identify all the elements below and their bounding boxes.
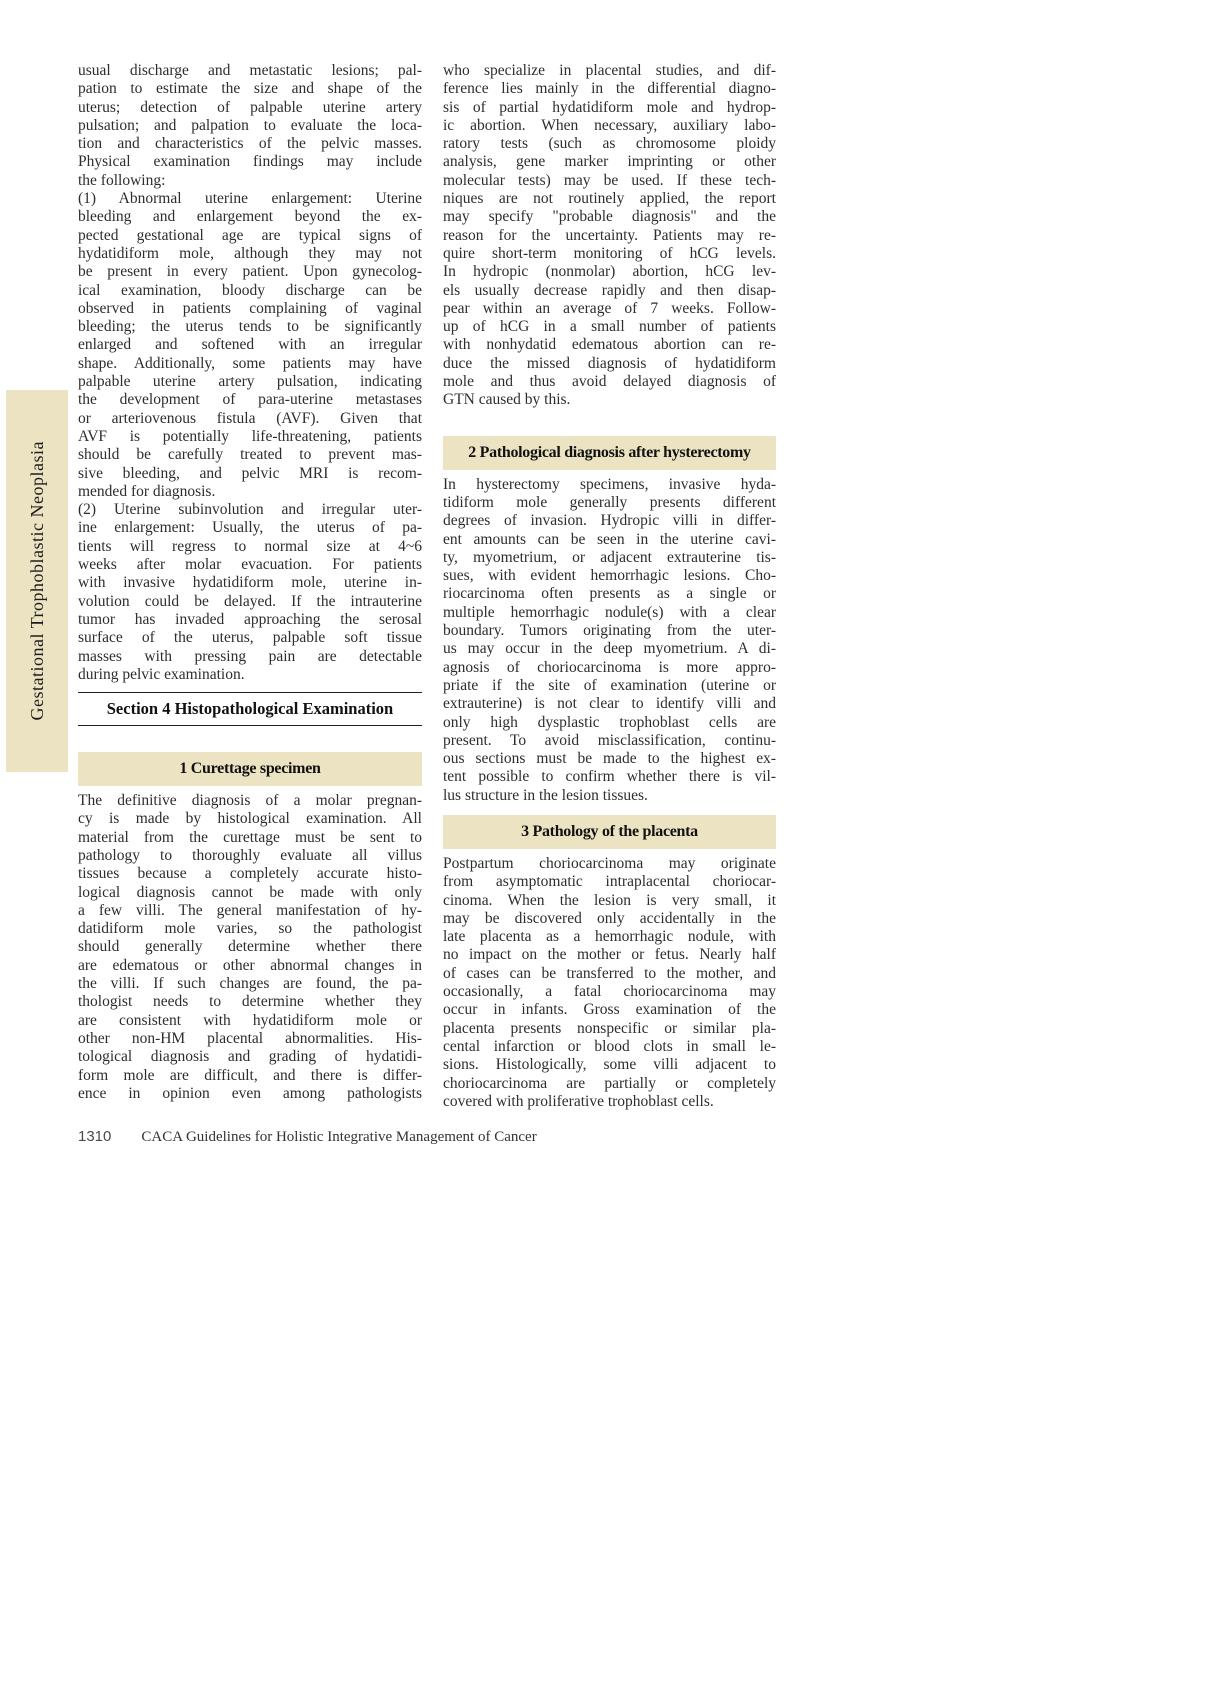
text-line: up of hCG in a small number of patients <box>443 318 776 336</box>
text-column-right <box>443 62 776 1111</box>
text-line: no impact on the mother or fetus. Nearly half <box>443 946 776 964</box>
text-line: shape. Additionally, some patients may have <box>78 354 422 372</box>
text-line: multiple hemorrhagic nodule(s) with a clear <box>443 603 776 621</box>
text-line: In hydropic (nonmolar) abortion, hCG lev- <box>443 263 776 281</box>
text-line: tent possible to confirm whether there is vil- <box>443 768 776 786</box>
text-line: reason for the uncertainty. Patients may re- <box>443 226 776 244</box>
text-line: degrees of invasion. Hydropic villi in differ- <box>443 512 776 530</box>
text-line: form mole are difficult, and there is differ- <box>78 1066 422 1084</box>
text-line: agnosis of choriocarcinoma is more appro- <box>443 658 776 676</box>
text-line: pected gestational age are typical signs of <box>78 226 422 244</box>
text-line: ty, myometrium, or adjacent extrauterine tis- <box>443 548 776 566</box>
chapter-tab-label: Gestational Trophoblastic Neoplasia <box>26 441 47 721</box>
chapter-tab <box>6 390 68 772</box>
subsection-heading: 1 Curettage specimen <box>78 752 422 786</box>
text-line: covered with proliferative trophoblast cells. <box>443 1092 714 1110</box>
text-line: should be carefully treated to prevent mas- <box>78 446 422 464</box>
page-footer <box>78 1128 537 1146</box>
text-line: cinoma. When the lesion is very small, it <box>443 891 776 909</box>
text-line: tion and characteristics of the pelvic masses. <box>78 135 422 153</box>
text-line: placenta presents nonspecific or similar pla- <box>443 1019 776 1037</box>
text-line: sive bleeding, and pelvic MRI is recom- <box>78 464 422 482</box>
text-line: with nonhydatid edematous abortion can re- <box>443 336 776 354</box>
text-line: (1) Abnormal uterine enlargement: Uterine <box>78 190 422 208</box>
text-line: of cases can be transferred to the mother, and <box>443 964 776 982</box>
text-line: masses with pressing pain are detectable <box>78 647 422 665</box>
text-line: may be discovered only accidentally in the <box>443 909 776 927</box>
text-line: GTN caused by this. <box>443 391 571 409</box>
text-line: sions. Histologically, some villi adjacent to <box>443 1056 776 1074</box>
text-line: may specify "probable diagnosis" and the <box>443 208 776 226</box>
text-line: observed in patients complaining of vaginal <box>78 299 422 317</box>
text-line: bleeding and enlargement beyond the ex- <box>78 208 422 226</box>
text-line: occur in infants. Gross examination of the <box>443 1001 776 1019</box>
text-line: choriocarcinoma are partially or completely <box>443 1074 776 1092</box>
text-line: present. To avoid misclassification, continu- <box>443 731 776 749</box>
text-column-left <box>78 62 422 1103</box>
text-line: the villi. If such changes are found, the pa- <box>78 975 422 993</box>
text-line: ic abortion. When necessary, auxiliary labo- <box>443 116 776 134</box>
page-number: 1310 <box>78 1128 112 1145</box>
text-line: tumor has invaded approaching the serosal <box>78 610 422 628</box>
footer-journal-title: CACA Guidelines for Holistic Integrative Management of Cancer <box>141 1129 537 1145</box>
text-line: Physical examination findings may include <box>78 153 422 171</box>
text-line: quire short-term monitoring of hCG levels. <box>443 244 776 262</box>
text-line: extrauterine) is not clear to identify villi and <box>443 695 776 713</box>
text-line: tological diagnosis and grading of hydatidi- <box>78 1048 422 1066</box>
text-line: palpable uterine artery pulsation, indicating <box>78 373 422 391</box>
text-line: should generally determine whether there <box>78 938 422 956</box>
text-line: hydatidiform mole, although they may not <box>78 244 422 262</box>
text-line: pear within an average of 7 weeks. Follow- <box>443 299 776 317</box>
text-line: els usually decrease rapidly and then disap- <box>443 281 776 299</box>
text-line: cental infarction or blood clots in small le- <box>443 1037 776 1055</box>
text-line: duce the missed diagnosis of hydatidiform <box>443 354 776 372</box>
text-line: the development of para-uterine metastases <box>78 391 422 409</box>
text-line: logical diagnosis cannot be made with only <box>78 883 422 901</box>
text-line: the following: <box>78 171 166 189</box>
text-line: surface of the uterus, palpable soft tissue <box>78 629 422 647</box>
paragraph <box>443 476 776 805</box>
paragraph <box>443 62 776 410</box>
subsection-heading: 3 Pathology of the placenta <box>443 815 776 849</box>
text-line: pulsation; and palpation to evaluate the loca- <box>78 116 422 134</box>
text-line: In hysterectomy specimens, invasive hyda- <box>443 475 776 493</box>
text-line: The definitive diagnosis of a molar pregnan- <box>78 792 422 810</box>
text-line: sis of partial hydatidiform mole and hydrop- <box>443 98 776 116</box>
text-line: who specialize in placental studies, and dif- <box>443 62 776 79</box>
text-line: ence in opinion even among pathologists <box>78 1084 422 1102</box>
text-line: only high dysplastic trophoblast cells are <box>443 713 776 731</box>
text-line: are edematous or other abnormal changes in <box>78 956 422 974</box>
text-line: priate if the site of examination (uterine or <box>443 676 776 694</box>
text-line: analysis, gene marker imprinting or other <box>443 153 776 171</box>
text-line: volution could be delayed. If the intrauterine <box>78 592 422 610</box>
text-line: or arteriovenous fistula (AVF). Given that <box>78 409 422 427</box>
text-line: datidiform mole varies, so the pathologist <box>78 920 422 938</box>
text-line: usual discharge and metastatic lesions; pal- <box>78 62 422 79</box>
text-line: mended for diagnosis. <box>78 482 216 500</box>
paragraph <box>78 62 422 684</box>
text-line: cy is made by histological examination. All <box>78 810 422 828</box>
text-line: tissues because a completely accurate histo- <box>78 865 422 883</box>
text-line: bleeding; the uterus tends to be significantly <box>78 318 422 336</box>
text-line: ous sections must be made to the highest ex- <box>443 750 776 768</box>
text-line: late placenta as a hemorrhagic nodule, with <box>443 928 776 946</box>
text-line: a few villi. The general manifestation of hy- <box>78 901 422 919</box>
text-line: lus structure in the lesion tissues. <box>443 786 648 804</box>
text-line: riocarcinoma often presents as a single or <box>443 585 776 603</box>
text-line: us may occur in the deep myometrium. A di- <box>443 640 776 658</box>
text-line: niques are not routinely applied, the report <box>443 190 776 208</box>
text-line: ine enlargement: Usually, the uterus of pa- <box>78 519 422 537</box>
text-line: mole and thus avoid delayed diagnosis of <box>443 373 776 391</box>
text-line: pation to estimate the size and shape of the <box>78 80 422 98</box>
text-line: material from the curettage must be sent to <box>78 828 422 846</box>
subsection-heading: 2 Pathological diagnosis after hysterectomy <box>443 436 776 470</box>
text-line: ent amounts can be seen in the uterine cavi- <box>443 530 776 548</box>
text-line: with invasive hydatidiform mole, uterine in- <box>78 574 422 592</box>
text-line: pathology to thoroughly evaluate all villus <box>78 846 422 864</box>
text-line: molecular tests) may be used. If these tech- <box>443 171 776 189</box>
text-line: occasionally, a fatal choriocarcinoma may <box>443 983 776 1001</box>
text-line: ference lies mainly in the differential diagno- <box>443 80 776 98</box>
text-line: weeks after molar evacuation. For patients <box>78 556 422 574</box>
paragraph <box>443 855 776 1111</box>
text-line: AVF is potentially life-threatening, patients <box>78 427 422 445</box>
text-line: tients will regress to normal size at 4~6 <box>78 537 422 555</box>
text-line: boundary. Tumors originating from the uter- <box>443 622 776 640</box>
text-line: ratory tests (such as chromosome ploidy <box>443 135 776 153</box>
text-line: Postpartum choriocarcinoma may originate <box>443 854 776 872</box>
text-line: tidiform mole generally presents different <box>443 493 776 511</box>
text-line: are consistent with hydatidiform mole or <box>78 1011 422 1029</box>
text-line: thologist needs to determine whether they <box>78 993 422 1011</box>
paragraph <box>78 792 422 1103</box>
text-line: ical examination, bloody discharge can be <box>78 281 422 299</box>
text-line: enlarged and softened with an irregular <box>78 336 422 354</box>
text-line: (2) Uterine subinvolution and irregular uter- <box>78 501 422 519</box>
text-line: be present in every patient. Upon gynecolog- <box>78 263 422 281</box>
text-line: uterus; detection of palpable uterine artery <box>78 98 422 116</box>
section-heading: Section 4 Histopathological Examination <box>78 692 422 726</box>
text-line: other non-HM placental abnormalities. His- <box>78 1029 422 1047</box>
text-line: from asymptomatic intraplacental choriocar- <box>443 873 776 891</box>
text-line: during pelvic examination. <box>78 665 245 683</box>
text-line: sues, with evident hemorrhagic lesions. Cho- <box>443 567 776 585</box>
